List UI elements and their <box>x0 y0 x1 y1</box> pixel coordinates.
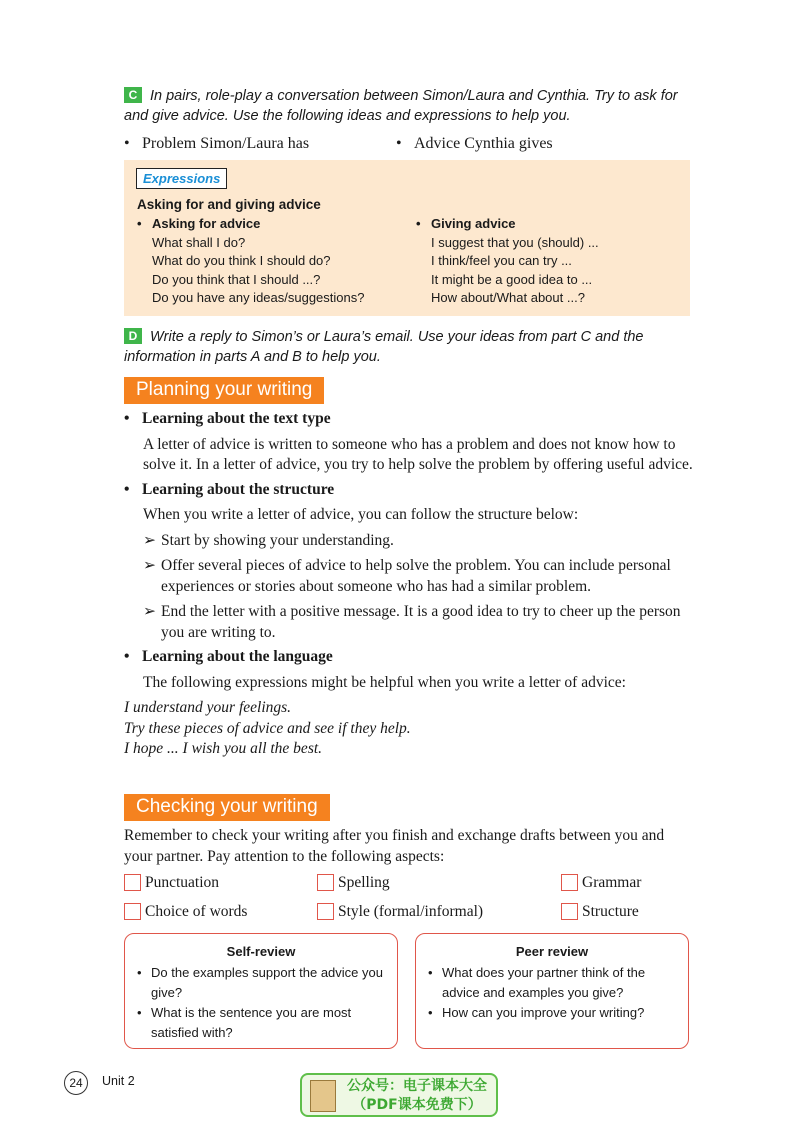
task-d-tag: D <box>124 328 142 344</box>
task-c-tag: C <box>124 87 142 103</box>
giving-item: How about/What about ...? <box>431 290 585 305</box>
self-review-title: Self-review <box>226 944 296 959</box>
checkbox[interactable] <box>317 903 334 920</box>
checking-header: Checking your writing <box>124 794 330 821</box>
language-example: Try these pieces of advice and see if they help. <box>124 719 411 737</box>
giving-item: I suggest that you (should) ... <box>431 234 599 250</box>
structure-point: ➢ End the letter with a positive message. It is a good idea to try to cheer up the person you are writing to. <box>143 603 681 641</box>
giving-advice-column <box>416 215 676 308</box>
asking-item: What shall I do? <box>152 234 246 250</box>
watermark-stamp <box>300 1073 498 1117</box>
checkbox[interactable] <box>124 903 141 920</box>
peer-review-box <box>415 933 689 1049</box>
language-intro: The following expressions might be helpful when you write a letter of advice: <box>143 673 626 691</box>
aspect-punctuation[interactable]: Punctuation <box>124 874 219 892</box>
checking-intro: Remember to check your writing after you finish and exchange drafts between you and your partner. Pay attention to the following aspects: <box>124 827 665 865</box>
book-logo-icon <box>310 1080 336 1112</box>
expressions-title: Asking for and giving advice <box>137 197 321 212</box>
structure-title: • Learning about the structure <box>124 480 335 498</box>
task-c-instruction <box>124 86 694 126</box>
asking-item: Do you have any ideas/suggestions? <box>152 290 365 305</box>
self-review-item: • What is the sentence you are most satisfied with? <box>137 1003 389 1043</box>
watermark-line-2: （PDF课本免费下） <box>352 1097 482 1113</box>
self-review-box <box>124 933 398 1049</box>
task-d-text: Write a reply to Simon’s or Laura’s email. Use your ideas from part C and the information in parts A and B to help you. <box>124 329 644 365</box>
asking-advice-heading: • Asking for advice <box>137 216 261 231</box>
task-d-instruction <box>124 327 694 367</box>
language-example: I understand your feelings. <box>124 699 292 716</box>
checkbox[interactable] <box>561 874 578 891</box>
aspect-choice-of-words[interactable]: Choice of words <box>124 903 247 921</box>
watermark-line-1: 公众号：电子课本大全 <box>347 1078 487 1094</box>
giving-advice-heading: • Giving advice <box>416 216 516 231</box>
planning-content <box>124 409 694 760</box>
language-examples <box>124 698 694 760</box>
structure-point: ➢ Offer several pieces of advice to help solve the problem. You can include personal experiences or stories about someone who has had a similar problem. <box>143 557 671 595</box>
asking-item: What do you think I should do? <box>152 253 331 268</box>
task-c-bullet-problem: • Problem Simon/Laura has <box>124 135 310 152</box>
aspect-structure[interactable]: Structure <box>561 903 639 921</box>
checkbox[interactable] <box>124 874 141 891</box>
aspect-grammar[interactable]: Grammar <box>561 874 641 892</box>
task-c-text: In pairs, role-play a conversation between Simon/Laura and Cynthia. Try to ask for and give advice. Use the following ideas and expressions to help you. <box>124 88 678 124</box>
peer-review-item: • How can you improve your writing? <box>428 1003 680 1023</box>
asking-advice-column <box>137 215 407 308</box>
peer-review-title: Peer review <box>515 944 589 959</box>
asking-item: Do you think that I should ...? <box>152 271 321 287</box>
expressions-tag: Expressions <box>136 168 227 189</box>
aspect-style[interactable]: Style (formal/informal) <box>317 903 483 921</box>
peer-review-item: • What does your partner think of the advice and examples you give? <box>428 963 680 1003</box>
page-number: 24 <box>64 1071 88 1095</box>
checkbox[interactable] <box>561 903 578 920</box>
text-type-body: A letter of advice is written to someone who has a problem and does not know how to solve it. In a letter of advice, you try to help solve the problem by offering useful advice. <box>143 435 693 473</box>
task-c-bullet-advice: • Advice Cynthia gives <box>396 135 553 152</box>
structure-point: ➢ Start by showing your understanding. <box>143 531 394 549</box>
giving-item: It might be a good idea to ... <box>431 271 593 287</box>
structure-intro: When you write a letter of advice, you can follow the structure below: <box>143 506 579 523</box>
giving-item: I think/feel you can try ... <box>431 253 572 268</box>
self-review-item: • Do the examples support the advice you give? <box>137 963 389 1003</box>
planning-header: Planning your writing <box>124 377 324 404</box>
language-title: • Learning about the language <box>124 648 333 665</box>
language-example: I hope ... I wish you all the best. <box>124 740 323 757</box>
aspect-spelling[interactable]: Spelling <box>317 874 390 892</box>
unit-label: Unit 2 <box>102 1074 135 1088</box>
checkbox[interactable] <box>317 874 334 891</box>
text-type-title: • Learning about the text type <box>124 410 331 427</box>
